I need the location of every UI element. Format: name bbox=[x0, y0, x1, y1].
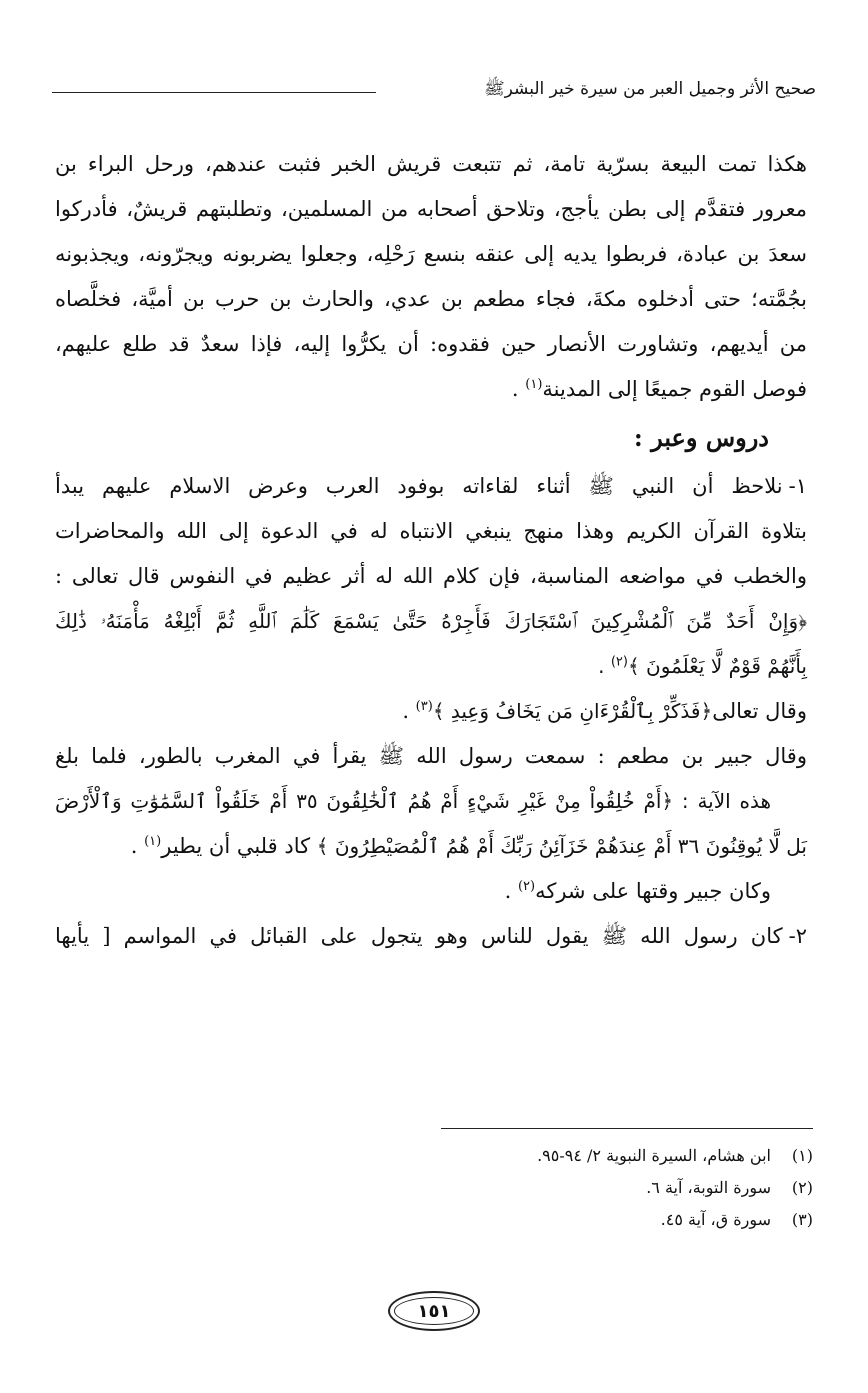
lesson-2 bbox=[55, 914, 807, 959]
text-line: من أيديهم، وتشاورت الأنصار حين فقدوه: أن يكرُّوا إليه، فإذا سعدٌ قد طلع عليهم، bbox=[55, 332, 807, 356]
footnote bbox=[313, 1204, 813, 1236]
footnote-number: (٢) bbox=[791, 1178, 813, 1197]
item-number: ٢- bbox=[788, 924, 807, 948]
header-rule bbox=[52, 92, 376, 93]
quran-verse-line: هذه الآية : ﴿أَمْ خُلِقُواْ مِنْ غَيْرِ شَيْءٍ أَمْ هُمُ ٱلْخَٰلِقُونَ ٣٥ أَمْ خَلَقُواْ ٱلسَّمَٰوَٰتِ وَٱلْأَرْضَ bbox=[55, 789, 772, 813]
footnote-ref[interactable]: (٢) bbox=[517, 879, 536, 894]
quran-verse: ﴿فَذَكِّرْ بِٱلْقُرْءَانِ مَن يَخَافُ وَعِيدِ ﴾ bbox=[432, 699, 713, 723]
quran-verse: بَل لَّا يُوقِنُونَ ٣٦ أَمْ عِندَهُمْ خَزَآئِنُ رَبِّكَ أَمْ هُمُ ٱلْمُصَيْطِرُونَ ﴾ bbox=[316, 834, 807, 858]
footnote bbox=[313, 1172, 813, 1204]
quran-verse-line: بِأَنَّهُمْ قَوْمٌ لَّا يَعْلَمُونَ ﴾$^{(٢)}$ . bbox=[598, 654, 807, 678]
paragraph-1 bbox=[55, 142, 807, 412]
text-line: بَل لَّا يُوقِنُونَ ٣٦ أَمْ عِندَهُمْ خَزَآئِنُ رَبِّكَ أَمْ هُمُ ٱلْمُصَيْطِرُونَ ﴾ كاد قلبي أن يطير$^{(١)}$ . bbox=[130, 834, 807, 858]
footnote-number: (١) bbox=[791, 1146, 813, 1165]
page-number: ١٥١ bbox=[388, 1291, 480, 1331]
text-line: وقال تعالى﴿فَذَكِّرْ بِٱلْقُرْءَانِ مَن يَخَافُ وَعِيدِ ﴾$^{(٣)}$ . bbox=[402, 699, 807, 723]
text-line: ٢-كان رسول الله ﷺ يقول للناس وهو يتجول على القبائل في المواسم [ يأيها bbox=[55, 924, 807, 948]
footnotes bbox=[313, 1140, 813, 1236]
footnote-number: (٣) bbox=[791, 1210, 813, 1229]
footnote-text: سورة ق، آية ٤٥. bbox=[660, 1210, 771, 1229]
header-title: صحيح الأثر وجميل العبر من سيرة خير البشرﷺ bbox=[484, 79, 816, 99]
footnote-ref[interactable]: (١) bbox=[144, 834, 162, 849]
footnote-ref[interactable]: (١) bbox=[525, 377, 543, 392]
text-line: معرور فتقدَّم إلى بطن يأجج، وتلاحق أصحابه من المسلمين، وتطلبتهم قريشٌ، فأدركوا bbox=[55, 197, 807, 221]
footnote-ref[interactable]: (٢) bbox=[610, 654, 628, 670]
quran-verse-line: ﴿وَإِنْ أَحَدٌ مِّنَ ٱلْمُشْرِكِينَ ٱسْتَجَارَكَ فَأَجِرْهُ حَتَّىٰ يَسْمَعَ كَلَٰمَ ٱللَّهِ ثُمَّ أَبْلِغْهُ مَأْمَنَهُۥ ذَٰلِكَ bbox=[55, 609, 807, 633]
section-heading: دروس وعبر : bbox=[633, 423, 769, 452]
text-line: بتلاوة القرآن الكريم وهذا منهج ينبغي الانتباه له في الدعوة إلى الله والمحاضرات bbox=[55, 519, 807, 543]
text-line: هكذا تمت البيعة بسرّية تامة، ثم تتبعت قريش الخبر فثبت عندهم، ورحل البراء بن bbox=[55, 152, 808, 176]
lesson-1 bbox=[55, 464, 807, 914]
text-line: سعدَ بن عبادة، فربطوا يديه إلى عنقه بنسع رَحْلِه، وجعلوا يضربونه ويجرّونه، ويجذبونه bbox=[55, 242, 807, 266]
footnote-rule bbox=[441, 1128, 813, 1129]
text-line: بجُمَّته؛ حتى أدخلوه مكةَ، فجاء مطعم بن عدي، والحارث بن حرب بن أميَّة، فخلَّصاه bbox=[55, 287, 807, 311]
text-line: فوصل القوم جميعًا إلى المدينة$^{(١)}$ . bbox=[511, 377, 807, 401]
text-line: ١-نلاحظ أن النبي ﷺ أثناء لقاءاته بوفود العرب وعرض الاسلام عليهم يبدأ bbox=[55, 474, 807, 498]
text-line: والخطب في مواضعه المناسبة، فإن كلام الله له أثر عظيم في النفوس قال تعالى : bbox=[55, 564, 808, 588]
item-number: ١- bbox=[788, 474, 807, 498]
text-line: وقال جبير بن مطعم : سمعت رسول الله ﷺ يقرأ في المغرب بالطور، فلما بلغ bbox=[55, 744, 807, 768]
footnote bbox=[313, 1140, 813, 1172]
footnote-text: سورة التوبة، آية ٦. bbox=[646, 1178, 771, 1197]
footnote-text: ابن هشام، السيرة النبوية ٢/ ٩٤-٩٥. bbox=[537, 1146, 771, 1165]
footnote-ref[interactable]: (٣) bbox=[415, 699, 433, 714]
text-line: وكان جبير وقتها على شركه$^{(٢)}$ . bbox=[504, 879, 771, 903]
main-text bbox=[55, 142, 807, 959]
running-header bbox=[0, 76, 868, 102]
